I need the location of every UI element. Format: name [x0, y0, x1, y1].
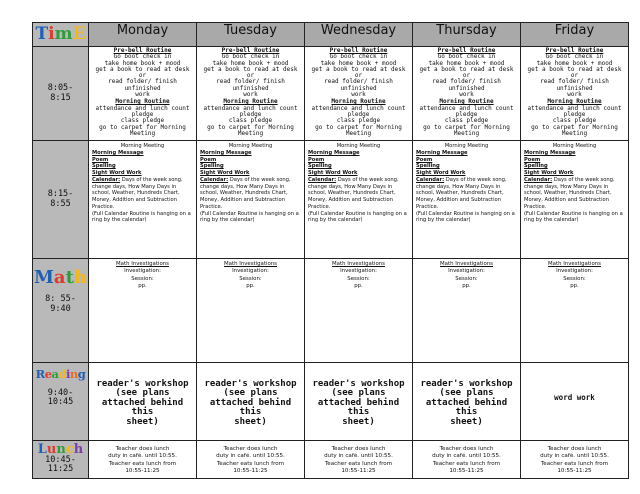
- sight-word-label: Sight Word Work: [416, 170, 466, 176]
- calendar-note: (Full Calendar Routine is hanging on a ring by the calendar): [200, 210, 299, 224]
- sight-word-label: Sight Word Work: [308, 170, 358, 176]
- math-block: [89, 259, 196, 290]
- lunch-cell: [305, 441, 413, 479]
- math-investigations-title: Math Investigations: [548, 261, 601, 267]
- word-work-label: word work: [554, 393, 595, 402]
- day-header-friday: Friday: [521, 23, 629, 47]
- calendar-text: Calendar: Days of the week song, change days, How Many Days in school, Weather, Hundreds Chart, Money, Addition and Subtraction Practice.: [416, 176, 507, 210]
- logo-letter: M: [33, 267, 54, 288]
- pages-label: pp.: [462, 282, 471, 289]
- lunch-cell: [521, 441, 629, 479]
- calendar-note: (Full Calendar Routine is hanging on a ring by the calendar): [524, 210, 623, 224]
- time-cell-math: [33, 259, 89, 363]
- logo-letter: n: [56, 442, 66, 457]
- session-label: Session:: [563, 275, 586, 282]
- session-label: Session:: [239, 275, 262, 282]
- math-investigations-title: Math Investigations: [116, 261, 169, 267]
- logo-letter: R: [35, 367, 45, 381]
- investigation-label: Investigation:: [340, 268, 377, 275]
- readers-workshop-block: reader's workshop (see plans attached behind this sheet): [312, 379, 405, 427]
- logo-letter: T: [35, 24, 49, 44]
- morning-meeting-block: [89, 141, 196, 226]
- routine-block: Pre-bell Routine Go boot check in take home book + mood get a book to read at desk or read folder/ finish unfinished work Morning Routine attendance and lunch count pledge class pledge go to carpet for Morning Meeting: [413, 47, 520, 137]
- readers-workshop-block: reader's workshop (see plans attached behind this sheet): [204, 379, 297, 427]
- logo-letter: e: [44, 367, 52, 381]
- logo-letter: a: [51, 367, 59, 381]
- morning-meeting-block: [197, 141, 304, 226]
- poem-label: Poem: [416, 156, 433, 163]
- session-label: Session:: [347, 275, 370, 282]
- reading-cell: [413, 363, 521, 441]
- spelling-label: Spelling: [416, 163, 440, 170]
- time-label-meeting: 8:15- 8:55: [47, 188, 74, 209]
- poem-label: Poem: [524, 156, 541, 163]
- math-cell: [197, 259, 305, 363]
- morning-meeting-title: Morning Meeting: [336, 143, 381, 149]
- logo-letter: h: [73, 442, 84, 457]
- math-block: [413, 259, 520, 290]
- spelling-label: Spelling: [92, 163, 116, 170]
- lunch-block: Teacher does lunch duty in café. until 10:55. Teacher eats lunch from 10:55-11:25: [432, 446, 501, 474]
- calendar-note: (Full Calendar Routine is hanging on a ring by the calendar): [92, 210, 191, 224]
- routine-cell: [413, 47, 521, 141]
- morning-meeting-row: [33, 141, 629, 259]
- investigation-label: Investigation:: [232, 268, 269, 275]
- math-logo: [33, 269, 88, 287]
- investigation-label: Investigation:: [556, 268, 593, 275]
- calendar-text: Calendar: Days of the week song, change days, How Many Days in school, Weather, Hundreds Chart, Money, Addition and Subtraction Practice.: [200, 176, 291, 210]
- reading-cell: [305, 363, 413, 441]
- math-block: [197, 259, 304, 290]
- sight-word-label: Sight Word Work: [200, 170, 250, 176]
- logo-letter: i: [66, 367, 70, 381]
- session-label: Session:: [131, 275, 154, 282]
- morning-message-label: Morning Message: [524, 149, 576, 156]
- morning-routine-title: Morning Routine: [115, 98, 170, 106]
- routine-cell: [197, 47, 305, 141]
- meeting-cell: [305, 141, 413, 259]
- morning-meeting-block: [521, 141, 628, 226]
- morning-meeting-title: Morning Meeting: [120, 143, 165, 149]
- pre-bell-title: Pre-bell Routine: [221, 47, 280, 54]
- poem-label: Poem: [200, 156, 217, 163]
- lunch-cell: [89, 441, 197, 479]
- time-cell-reading: [33, 363, 89, 441]
- logo-letter: t: [65, 267, 74, 288]
- routine-block: Pre-bell Routine Go boot check in take home book + mood get a book to read at desk or read folder/ finish unfinished work Morning Routine attendance and lunch count pledge class pledge go to carpet for Morning Meeting: [197, 47, 304, 137]
- weekly-schedule-table: [32, 22, 629, 479]
- lunch-block: Teacher does lunch duty in café. until 10:55. Teacher eats lunch from 10:55-11:25: [540, 446, 609, 474]
- session-label: Session:: [455, 275, 478, 282]
- logo-letter: h: [73, 267, 88, 288]
- math-cell: [521, 259, 629, 363]
- logo-letter: L: [37, 442, 47, 457]
- pre-bell-title: Pre-bell Routine: [113, 47, 172, 54]
- morning-routine-title: Morning Routine: [223, 98, 278, 106]
- calendar-note: (Full Calendar Routine is hanging on a ring by the calendar): [416, 210, 515, 224]
- pages-label: pp.: [570, 282, 579, 289]
- investigation-label: Investigation:: [448, 268, 485, 275]
- spelling-label: Spelling: [308, 163, 332, 170]
- header-row: [33, 23, 629, 47]
- day-header-monday: Monday: [89, 23, 197, 47]
- calendar-text: Calendar: Days of the week song, change days, How Many Days in school, Weather, Hundreds Chart, Money, Addition and Subtraction Practice.: [92, 176, 183, 210]
- pre-bell-title: Pre-bell Routine: [329, 47, 388, 54]
- morning-message-label: Morning Message: [92, 149, 144, 156]
- lunch-block: Teacher does lunch duty in café. until 10:55. Teacher eats lunch from 10:55-11:25: [324, 446, 393, 474]
- morning-routine-title: Morning Routine: [331, 98, 386, 106]
- time-cell-lunch: [33, 441, 89, 479]
- routine-block: Pre-bell Routine Go boot check in take home book + mood get a book to read at desk or read folder/ finish unfinished work Morning Routine attendance and lunch count pledge class pledge go to carpet for Morning Meeting: [89, 47, 196, 137]
- calendar-text: Calendar: Days of the week song, change days, How Many Days in school, Weather, Hundreds Chart, Money, Addition and Subtraction Practice.: [524, 176, 615, 210]
- morning-meeting-title: Morning Meeting: [552, 143, 597, 149]
- lunch-block: Teacher does lunch duty in café. until 10:55. Teacher eats lunch from 10:55-11:25: [216, 446, 285, 474]
- math-block: [305, 259, 412, 290]
- math-cell: [413, 259, 521, 363]
- lesson-plan-sheet: [32, 22, 628, 478]
- spelling-label: Spelling: [200, 163, 224, 170]
- pages-label: pp.: [354, 282, 363, 289]
- morning-routine-title: Morning Routine: [547, 98, 602, 106]
- pages-label: pp.: [246, 282, 255, 289]
- routine-cell: [305, 47, 413, 141]
- reading-cell: [197, 363, 305, 441]
- math-row: [33, 259, 629, 363]
- logo-letter: g: [77, 367, 86, 381]
- pre-bell-title: Pre-bell Routine: [545, 47, 604, 54]
- calendar-text: Calendar: Days of the week song, change days, How Many Days in school, Weather, Hundreds Chart, Money, Addition and Subtraction Practice.: [308, 176, 399, 210]
- day-header-wednesday: Wednesday: [305, 23, 413, 47]
- lunch-row: [33, 441, 629, 479]
- logo-letter: n: [69, 367, 78, 381]
- poem-label: Poem: [308, 156, 325, 163]
- logo-letter: i: [48, 24, 55, 44]
- routine-cell: [89, 47, 197, 141]
- meeting-cell: [413, 141, 521, 259]
- spelling-label: Spelling: [524, 163, 548, 170]
- meeting-cell: [521, 141, 629, 259]
- routine-block: Pre-bell Routine Go boot check in take home book + mood get a book to read at desk or read folder/ finish unfinished work Morning Routine attendance and lunch count pledge class pledge go to carpet for Morning Meeting: [521, 47, 628, 137]
- pages-label: pp.: [138, 282, 147, 289]
- time-cell-routine: [33, 47, 89, 141]
- reading-logo: [33, 369, 88, 381]
- math-cell: [89, 259, 197, 363]
- logo-letter: d: [58, 367, 67, 381]
- meeting-cell: [197, 141, 305, 259]
- morning-meeting-block: [305, 141, 412, 226]
- morning-meeting-title: Morning Meeting: [444, 143, 489, 149]
- readers-workshop-block: reader's workshop (see plans attached behind this sheet): [96, 379, 189, 427]
- morning-meeting-block: [413, 141, 520, 226]
- routine-row: [33, 47, 629, 141]
- time-label-lunch: 10:45- 11:25: [45, 455, 76, 474]
- poem-label: Poem: [92, 156, 109, 163]
- calendar-note: (Full Calendar Routine is hanging on a ring by the calendar): [308, 210, 407, 224]
- morning-message-label: Morning Message: [416, 149, 468, 156]
- math-investigations-title: Math Investigations: [332, 261, 385, 267]
- lunch-cell: [197, 441, 305, 479]
- time-label-math: 8: 55- 9:40: [45, 294, 76, 314]
- sight-word-label: Sight Word Work: [524, 170, 574, 176]
- math-investigations-title: Math Investigations: [440, 261, 493, 267]
- day-header-tuesday: Tuesday: [197, 23, 305, 47]
- morning-routine-title: Morning Routine: [439, 98, 494, 106]
- morning-message-label: Morning Message: [200, 149, 252, 156]
- meeting-cell: [89, 141, 197, 259]
- morning-message-label: Morning Message: [308, 149, 360, 156]
- word-work-cell: [521, 363, 629, 441]
- math-cell: [305, 259, 413, 363]
- readers-workshop-block: reader's workshop (see plans attached behind this sheet): [420, 379, 513, 427]
- time-label-reading: 9:40- 10:45: [47, 387, 74, 408]
- time-cell-meeting: [33, 141, 89, 259]
- lunch-cell: [413, 441, 521, 479]
- logo-letter: m: [54, 24, 73, 44]
- time-logo: [33, 26, 88, 43]
- time-logo-cell: [33, 23, 89, 47]
- logo-letter: c: [65, 442, 74, 457]
- morning-meeting-title: Morning Meeting: [228, 143, 273, 149]
- lunch-block: Teacher does lunch duty in café. until 10:55. Teacher eats lunch from 10:55-11:25: [108, 446, 177, 474]
- math-investigations-title: Math Investigations: [224, 261, 277, 267]
- reading-row: [33, 363, 629, 441]
- routine-block: Pre-bell Routine Go boot check in take home book + mood get a book to read at desk or read folder/ finish unfinished work Morning Routine attendance and lunch count pledge class pledge go to carpet for Morning Meeting: [305, 47, 412, 137]
- logo-letter: u: [46, 442, 57, 457]
- pre-bell-title: Pre-bell Routine: [437, 47, 496, 54]
- time-label-routine: 8:05- 8:15: [47, 82, 74, 103]
- logo-letter: a: [53, 267, 66, 288]
- day-header-thursday: Thursday: [413, 23, 521, 47]
- logo-letter: E: [72, 24, 86, 44]
- investigation-label: Investigation:: [124, 268, 161, 275]
- routine-cell: [521, 47, 629, 141]
- sight-word-label: Sight Word Work: [92, 170, 142, 176]
- reading-cell: [89, 363, 197, 441]
- math-block: [521, 259, 628, 290]
